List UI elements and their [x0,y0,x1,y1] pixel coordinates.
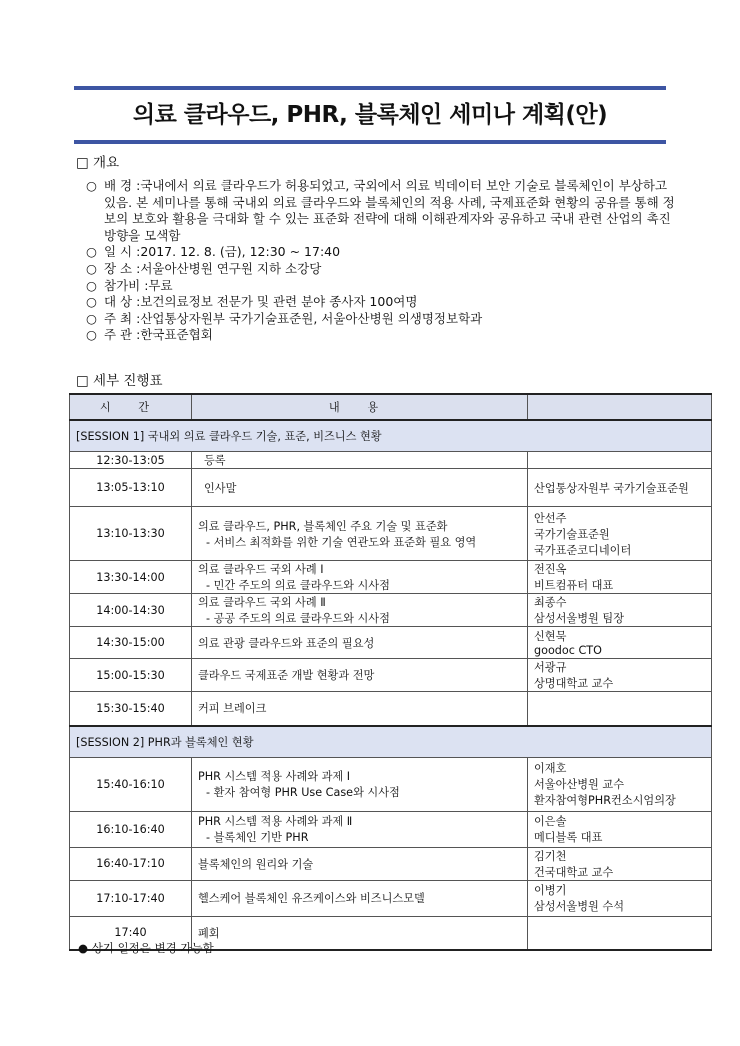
row-title: PHR 시스템 적용 사례와 과제 Ⅰ - 환자 참여형 PHR Use Case와 시사점 [192,757,528,811]
schedule-change-note: ● 상기 일정은 변경 가능함 [78,941,214,955]
row-title: 의료 클라우드 국외 사례 Ⅰ - 민간 주도의 의료 클라우드와 시사점 [192,561,528,594]
table-row [70,627,712,659]
circle-bullet-icon: ○ [86,294,97,310]
table-row [70,507,712,561]
item-label: 대 상 : [104,294,141,310]
item-label: 주 최 : [104,310,141,326]
item-label: 참가비 : [104,277,149,293]
row-title: 헬스케어 블록체인 유즈케이스와 비즈니스모델 [192,880,528,916]
row-speaker: 이병기 삼성서울병원 수석 [528,880,712,916]
item-text: 한국표준협회 [140,327,213,343]
row-time: 13:10-13:30 [70,507,192,561]
item-label: 장 소 : [104,260,141,276]
row-time: 16:10-16:40 [70,811,192,847]
page-title: 의료 클라우드, PHR, 블록체인 세미나 계획(안) [132,102,608,128]
row-time: 17:40 [70,916,192,950]
row-time: 14:30-15:00 [70,627,192,659]
row-time: 15:40-16:10 [70,757,192,811]
row-title: 폐회 [192,916,528,950]
row-title: 블록체인의 원리와 기술 [192,847,528,880]
overview-item-background [86,178,676,244]
item-label: 배 경 : [104,178,141,193]
row-speaker: 전진옥 비트컴퓨터 대표 [528,561,712,594]
item-text: 서울아산병원 연구원 지하 소강당 [140,260,322,276]
row-speaker: 이재호 서울아산병원 교수 환자참여형PHR컨소시엄의장 [528,757,712,811]
row-title: 의료 클라우드 국외 사례 Ⅱ - 공공 주도의 의료 클라우드와 시사점 [192,594,528,627]
row-speaker: 산업통상자원부 국가기술표준원 [528,469,712,507]
table-row [70,452,712,469]
overview-list [86,178,676,344]
row-time: 17:10-17:40 [70,880,192,916]
title-top-bar [74,86,666,90]
row-speaker [528,916,712,950]
schedule-heading: □ 세부 진행표 [76,373,163,389]
item-label: 일 시 : [104,244,141,260]
table-row [70,757,712,811]
table-row [70,659,712,692]
overview-item-organizer [86,327,676,344]
row-time: 15:00-15:30 [70,659,192,692]
table-row [70,811,712,847]
header-time: 시 간 [70,394,192,420]
row-speaker: 안선주 국가기술표준원 국가표준코디네이터 [528,507,712,561]
table-row [70,594,712,627]
row-title: PHR 시스템 적용 사례와 과제 Ⅱ - 블록체인 기반 PHR [192,811,528,847]
overview-item-audience [86,294,676,311]
row-time: 12:30-13:05 [70,452,192,469]
row-speaker: 서광규 상명대학교 교수 [528,659,712,692]
session-2-title: [SESSION 2] PHR과 블록체인 현황 [70,726,712,758]
title-bottom-bar [74,140,666,144]
item-text: 국내에서 의료 클라우드가 허용되었고, 국외에서 의료 빅데이터 보안 기술로 블록체인이 부상하고 있음. 본 세미나를 통해 국내외 의료 클라우드와 블록체인의 적용 사례, 국제표준화 현황의 공유를 통해 정보의 보호와 활용을 극대화 할 수 있는 표준화 전략에 대해 이해관계자와 공유하고 국내 관련 산업의 촉진 방향을 모색함 [104,178,675,243]
table-row [70,561,712,594]
schedule-table [69,393,712,951]
session-row [70,420,712,452]
session-row [70,726,712,758]
circle-bullet-icon: ○ [86,260,97,276]
circle-bullet-icon: ○ [86,277,97,293]
item-label: 주 관 : [104,327,141,343]
row-speaker [528,452,712,469]
row-title: 커피 브레이크 [192,692,528,726]
row-time: 13:30-14:00 [70,561,192,594]
table-row [70,692,712,726]
item-text: 무료 [148,277,173,293]
row-speaker: 최종수 삼성서울병원 팀장 [528,594,712,627]
item-text: 보건의료정보 전문가 및 관련 분야 종사자 100여명 [140,294,418,310]
row-time: 13:05-13:10 [70,469,192,507]
row-title: 인사말 [192,469,528,507]
row-title: 의료 관광 클라우드와 표준의 필요성 [192,627,528,659]
row-time: 15:30-15:40 [70,692,192,726]
row-title: 등록 [192,452,528,469]
row-subtitle: - 공공 주도의 의료 클라우드와 시사점 [206,612,390,625]
circle-bullet-icon: ○ [86,310,97,326]
row-subtitle: - 민간 주도의 의료 클라우드와 시사점 [206,579,390,592]
overview-item-fee [86,278,676,295]
row-speaker: 신현묵 goodoc CTO [528,627,712,659]
row-subtitle: - 환자 참여형 PHR Use Case와 시사점 [206,786,400,799]
row-subtitle: - 블록체인 기반 PHR [206,831,309,844]
row-title: 클라우드 국제표준 개발 현황과 전망 [192,659,528,692]
circle-bullet-icon: ○ [86,244,97,260]
row-time: 16:40-17:10 [70,847,192,880]
overview-item-date [86,244,676,261]
table-row [70,847,712,880]
overview-item-venue [86,261,676,278]
overview-item-host [86,311,676,328]
header-speaker [528,394,712,420]
circle-bullet-icon: ○ [86,178,97,193]
row-title: 의료 클라우드, PHR, 블록체인 주요 기술 및 표준화 - 서비스 최적화를 위한 기술 연관도와 표준화 필요 영역 [192,507,528,561]
header-content: 내 용 [192,394,528,420]
table-header-row [70,394,712,420]
circle-bullet-icon: ○ [86,327,97,343]
row-speaker: 이은솔 메디블록 대표 [528,811,712,847]
table-row [70,880,712,916]
row-time: 14:00-14:30 [70,594,192,627]
session-1-title: [SESSION 1] 국내외 의료 클라우드 기술, 표준, 비즈니스 현황 [70,420,712,452]
row-speaker: 김기천 건국대학교 교수 [528,847,712,880]
overview-heading: □ 개요 [76,155,120,171]
table-row [70,469,712,507]
row-subtitle: - 서비스 최적화를 위한 기술 연관도와 표준화 필요 영역 [206,535,477,549]
row-speaker [528,692,712,726]
item-text: 2017. 12. 8. (금), 12:30 ~ 17:40 [140,244,341,260]
item-text: 산업통상자원부 국가기술표준원, 서울아산병원 의생명정보학과 [140,310,483,326]
